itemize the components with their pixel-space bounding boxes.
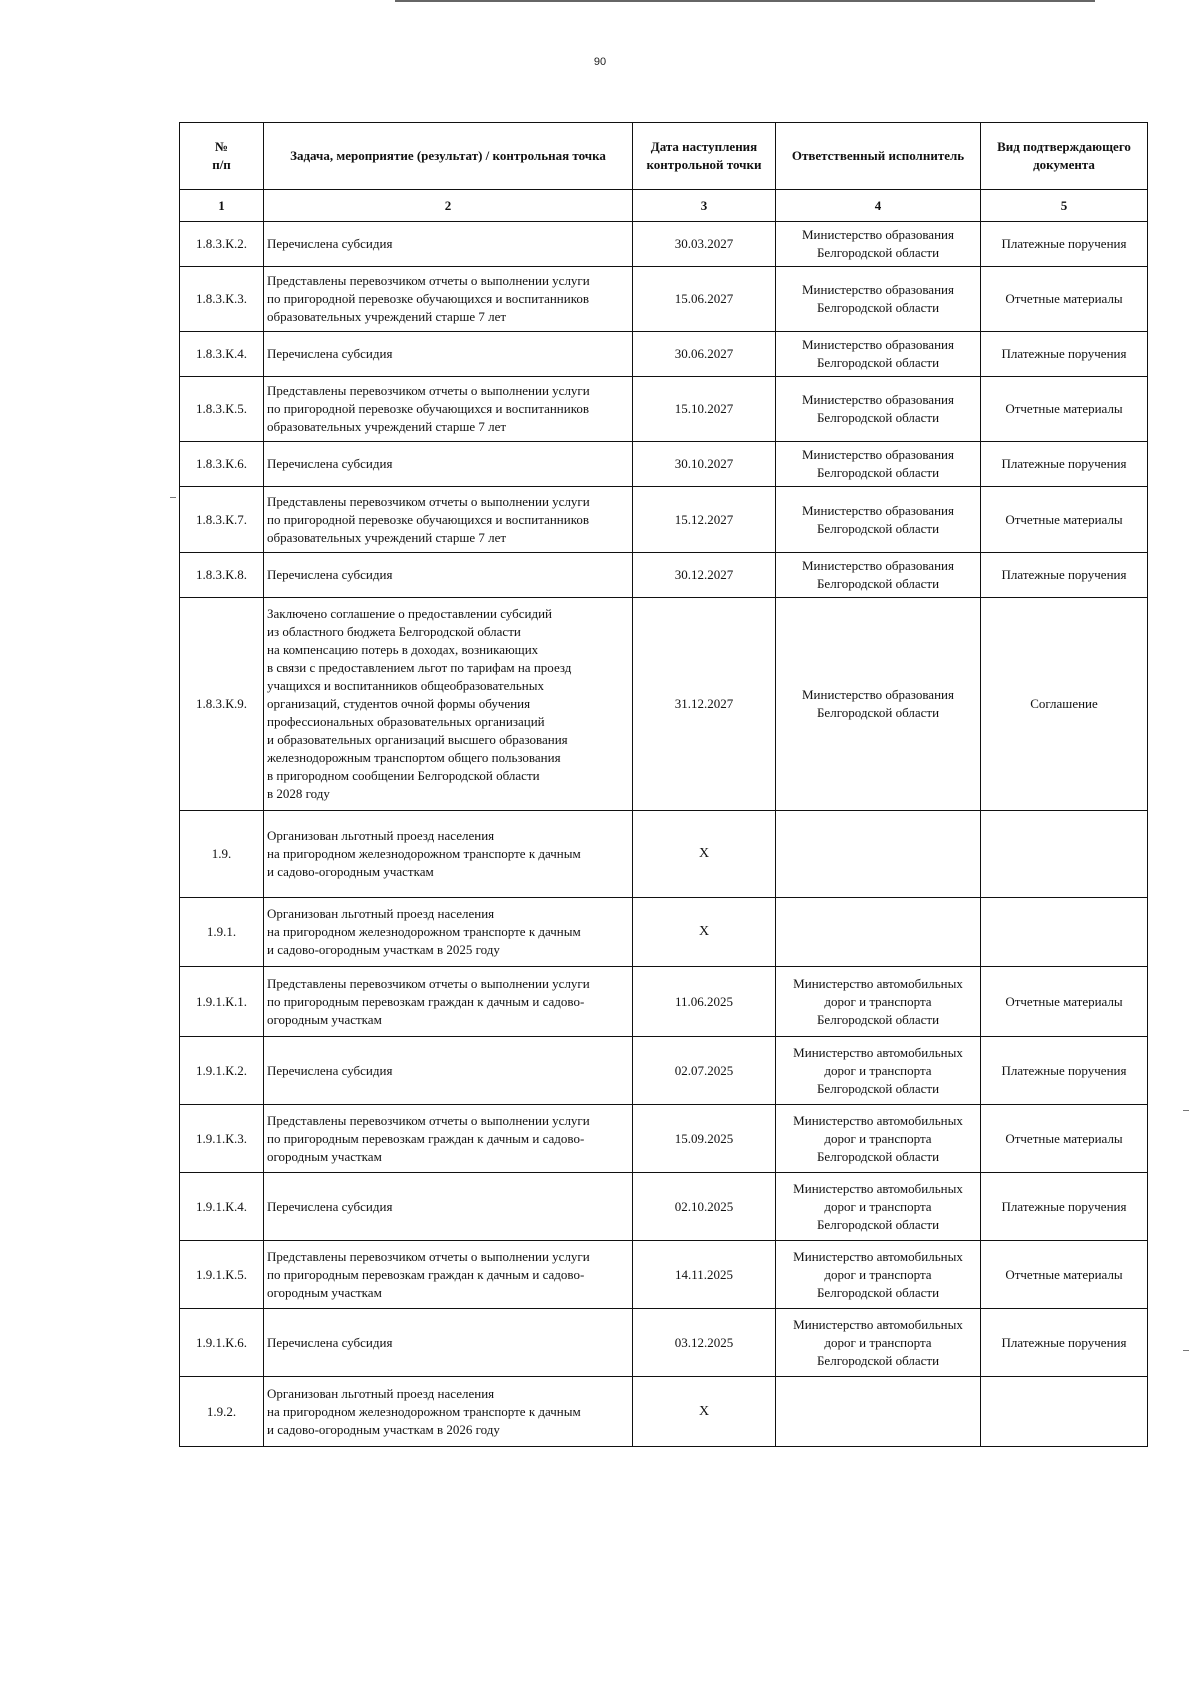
row-number [180, 898, 264, 967]
row-task [264, 442, 633, 487]
row-date-text: 15.06.2027 [674, 291, 734, 306]
row-document-text: Платежные поручения [1001, 1334, 1127, 1350]
row-task [264, 1105, 633, 1173]
table-row [180, 1173, 1148, 1241]
row-task-text: Организован льготный проезд населения на пригородном железнодорожном транспорте к дачным и садово-огородным участкам [267, 828, 581, 879]
row-number-text: 1.9. [211, 846, 232, 861]
row-date-text: 02.07.2025 [674, 1062, 734, 1078]
row-document [981, 332, 1148, 377]
row-number [180, 1173, 264, 1241]
row-document-text: Платежные поручения [1001, 1198, 1127, 1214]
row-responsible-text: Министерство образования Белгородской области [802, 502, 954, 536]
row-responsible-text: Министерство образования Белгородской области [802, 392, 954, 425]
table-row [180, 1037, 1148, 1105]
row-date [633, 332, 776, 377]
row-number-text: 1.9.1.К.6. [196, 1334, 247, 1350]
row-document-text: Платежные поручения [1001, 346, 1127, 361]
row-date-text: 30.03.2027 [674, 236, 734, 251]
row-responsible [776, 332, 981, 377]
row-responsible [776, 1241, 981, 1309]
header-responsible-label: Ответственный исполнитель [791, 148, 965, 163]
row-document-text: Отчетные материалы [1005, 1130, 1123, 1146]
row-date-text: 03.12.2025 [674, 1334, 734, 1350]
row-task [264, 598, 633, 811]
row-date-text: 15.10.2027 [674, 401, 734, 416]
row-number [180, 1309, 264, 1377]
row-number-text: 1.9.1. [206, 924, 237, 939]
row-number-text: 1.8.3.К.8. [196, 567, 247, 582]
row-responsible [776, 811, 981, 898]
column-index: 2 [264, 190, 633, 222]
row-number [180, 1377, 264, 1447]
row-date-text: 31.12.2027 [674, 696, 734, 711]
header-document [981, 123, 1148, 190]
header-task [264, 123, 633, 190]
row-document-text: Отчетные материалы [1005, 993, 1123, 1009]
row-date [633, 1309, 776, 1377]
row-number-text: 1.9.1.К.4. [196, 1198, 247, 1214]
row-date-text: X [698, 1403, 710, 1419]
row-responsible [776, 1105, 981, 1173]
row-task-text: Перечислена субсидия [267, 236, 393, 251]
row-number [180, 332, 264, 377]
row-number [180, 267, 264, 332]
scan-margin-mark [170, 497, 176, 498]
control-points-table [179, 122, 1148, 1447]
row-task [264, 1309, 633, 1377]
row-task-text: Перечислена субсидия [267, 456, 393, 471]
row-responsible [776, 487, 981, 553]
row-task [264, 1173, 633, 1241]
table-row [180, 811, 1148, 898]
row-document-text: Платежные поручения [1001, 1062, 1127, 1078]
row-date [633, 267, 776, 332]
row-responsible-text: Министерство образования Белгородской области [802, 227, 954, 260]
row-number [180, 1241, 264, 1309]
table-header-row [180, 123, 1148, 190]
row-task [264, 1241, 633, 1309]
row-date [633, 487, 776, 553]
row-date [633, 377, 776, 442]
row-document-text: Платежные поручения [1001, 236, 1127, 251]
row-responsible-text: Министерство образования Белгородской области [802, 687, 954, 720]
row-number-text: 1.8.3.К.6. [196, 456, 247, 471]
column-index: 4 [776, 190, 981, 222]
row-responsible-text: Министерство образования Белгородской области [802, 558, 954, 591]
row-responsible [776, 267, 981, 332]
table-row [180, 1105, 1148, 1173]
row-task [264, 332, 633, 377]
row-document-text: Отчетные материалы [1005, 401, 1123, 416]
row-task-text: Представлены перевозчиком отчеты о выполнении услуги по пригородной перевозке обучающихся и воспитанников образовательных учреждений старше 7 лет [267, 493, 590, 545]
row-document [981, 442, 1148, 487]
row-number-text: 1.9.1.К.2. [196, 1062, 247, 1078]
row-number-text: 1.9.2. [206, 1403, 237, 1419]
scan-margin-mark [1183, 1110, 1189, 1111]
row-responsible-text: Министерство автомобильных дорог и транспорта Белгородской области [793, 1044, 963, 1096]
row-task [264, 1037, 633, 1105]
row-responsible-text: Министерство автомобильных дорог и транспорта Белгородской области [793, 1248, 963, 1300]
row-date [633, 811, 776, 898]
row-task-text: Организован льготный проезд населения на пригородном железнодорожном транспорте к дачным и садово-огородным участкам в 2025 году [267, 906, 581, 957]
table-body [180, 222, 1148, 1447]
column-index: 5 [981, 190, 1148, 222]
row-responsible-text: Министерство автомобильных дорог и транспорта Белгородской области [793, 975, 963, 1027]
row-date-text: 02.10.2025 [674, 1198, 734, 1214]
row-task [264, 967, 633, 1037]
table-row [180, 442, 1148, 487]
row-task-text: Представлены перевозчиком отчеты о выполнении услуги по пригородным перевозкам граждан к дачным и садово- огородным участкам [267, 975, 590, 1027]
row-number-text: 1.9.1.К.1. [196, 993, 247, 1009]
row-number-text: 1.8.3.К.4. [196, 346, 247, 361]
header-date [633, 123, 776, 190]
row-number-text: 1.8.3.К.7. [196, 511, 247, 527]
row-number-text: 1.8.3.К.9. [196, 696, 247, 711]
row-document-text: Отчетные материалы [1005, 1266, 1123, 1282]
row-number-text: 1.8.3.К.2. [196, 236, 247, 251]
scan-edge-line [395, 0, 1095, 2]
row-document-text: Отчетные материалы [1005, 291, 1123, 306]
table-row [180, 553, 1148, 598]
row-number [180, 487, 264, 553]
row-date [633, 967, 776, 1037]
row-date [633, 898, 776, 967]
row-date [633, 222, 776, 267]
row-document [981, 222, 1148, 267]
row-document [981, 1241, 1148, 1309]
row-responsible [776, 1309, 981, 1377]
table-row [180, 1309, 1148, 1377]
row-task-text: Перечислена субсидия [267, 1334, 393, 1350]
row-task [264, 1377, 633, 1447]
row-task-text: Перечислена субсидия [267, 1198, 393, 1214]
row-task-text: Организован льготный проезд населения на пригородном железнодорожном транспорте к дачным и садово-огородным участкам в 2026 году [267, 1385, 581, 1437]
header-responsible [776, 123, 981, 190]
header-number-label: № п/п [212, 139, 231, 172]
row-date [633, 442, 776, 487]
row-document [981, 967, 1148, 1037]
row-date [633, 1037, 776, 1105]
row-document-text: Платежные поручения [1001, 456, 1127, 471]
row-document [981, 1037, 1148, 1105]
row-date-text: 30.10.2027 [674, 456, 734, 471]
row-responsible-text: Министерство образования Белгородской области [802, 282, 954, 315]
row-document [981, 1173, 1148, 1241]
row-number [180, 811, 264, 898]
header-document-label: Вид подтверждающего документа [997, 139, 1131, 172]
row-responsible [776, 553, 981, 598]
row-document-text: Отчетные материалы [1005, 511, 1123, 527]
row-responsible [776, 222, 981, 267]
row-task [264, 222, 633, 267]
row-date-text: 30.12.2027 [674, 567, 734, 582]
table-row [180, 377, 1148, 442]
row-responsible [776, 1173, 981, 1241]
row-number-text: 1.8.3.К.3. [196, 291, 247, 306]
row-document [981, 1105, 1148, 1173]
row-number-text: 1.8.3.К.5. [196, 401, 247, 416]
row-task [264, 898, 633, 967]
row-responsible-text: Министерство образования Белгородской области [802, 447, 954, 480]
row-task [264, 811, 633, 898]
row-task-text: Представлены перевозчиком отчеты о выполнении услуги по пригородной перевозке обучающихся и воспитанников образовательных учреждений старше 7 лет [267, 273, 590, 324]
row-number [180, 967, 264, 1037]
row-document [981, 553, 1148, 598]
header-date-label: Дата наступления контрольной точки [646, 139, 762, 172]
table-row [180, 1377, 1148, 1447]
row-responsible [776, 377, 981, 442]
row-responsible-text: Министерство автомобильных дорог и транспорта Белгородской области [793, 1316, 963, 1368]
header-task-label: Задача, мероприятие (результат) / контрольная точка [290, 148, 606, 163]
row-responsible [776, 967, 981, 1037]
row-date-text: 11.06.2025 [674, 993, 734, 1009]
row-task-text: Перечислена субсидия [267, 1062, 393, 1078]
row-task-text: Представлены перевозчиком отчеты о выполнении услуги по пригородным перевозкам граждан к дачным и садово- огородным участкам [267, 1248, 590, 1300]
table-row [180, 332, 1148, 377]
row-task-text: Перечислена субсидия [267, 567, 393, 582]
row-number [180, 442, 264, 487]
row-number [180, 222, 264, 267]
row-document [981, 1377, 1148, 1447]
row-document [981, 598, 1148, 811]
row-date-text: 15.12.2027 [674, 511, 734, 527]
row-date-text: X [698, 846, 710, 861]
table-row [180, 487, 1148, 553]
scan-margin-mark [1183, 1350, 1189, 1351]
row-responsible-text: Министерство автомобильных дорог и транспорта Белгородской области [793, 1112, 963, 1164]
row-date [633, 1377, 776, 1447]
row-responsible-text: Министерство автомобильных дорог и транспорта Белгородской области [793, 1180, 963, 1232]
table-row [180, 967, 1148, 1037]
column-index-row [180, 190, 1148, 222]
row-responsible [776, 1037, 981, 1105]
row-document [981, 487, 1148, 553]
row-document [981, 377, 1148, 442]
row-number [180, 377, 264, 442]
row-task-text: Перечислена субсидия [267, 346, 393, 361]
row-task-text: Представлены перевозчиком отчеты о выполнении услуги по пригородным перевозкам граждан к дачным и садово- огородным участкам [267, 1112, 590, 1164]
row-responsible-text: Министерство образования Белгородской области [802, 337, 954, 370]
header-number [180, 123, 264, 190]
row-date-text: 14.11.2025 [674, 1266, 734, 1282]
column-index: 1 [180, 190, 264, 222]
table-row [180, 222, 1148, 267]
row-responsible [776, 898, 981, 967]
column-index: 3 [633, 190, 776, 222]
table-row [180, 1241, 1148, 1309]
row-document [981, 811, 1148, 898]
row-document [981, 898, 1148, 967]
row-document [981, 267, 1148, 332]
row-date-text: 15.09.2025 [674, 1130, 734, 1146]
table-row [180, 898, 1148, 967]
row-task-text: Представлены перевозчиком отчеты о выполнении услуги по пригородной перевозке обучающихся и воспитанников образовательных учреждений старше 7 лет [267, 383, 590, 434]
row-date-text: 30.06.2027 [674, 346, 734, 361]
row-task [264, 553, 633, 598]
row-date [633, 553, 776, 598]
row-responsible [776, 598, 981, 811]
row-document [981, 1309, 1148, 1377]
row-date-text: X [698, 924, 710, 939]
row-number [180, 1037, 264, 1105]
row-number-text: 1.9.1.К.3. [196, 1130, 247, 1146]
row-date [633, 598, 776, 811]
row-responsible [776, 442, 981, 487]
table-row [180, 598, 1148, 811]
row-number [180, 553, 264, 598]
row-task [264, 377, 633, 442]
row-date [633, 1173, 776, 1241]
row-document-text: Соглашение [1030, 696, 1098, 711]
row-responsible [776, 1377, 981, 1447]
row-number [180, 598, 264, 811]
table-row [180, 267, 1148, 332]
row-date [633, 1105, 776, 1173]
page-number: 90 [593, 56, 607, 68]
row-number-text: 1.9.1.К.5. [196, 1266, 247, 1282]
row-task-text: Заключено соглашение о предоставлении субсидий из областного бюджета Белгородской области на компенсацию потерь в доходах, возникающих в связи с предоставлением льгот по тарифам на проезд учащихся и воспитанников общеобразовательных организаций, студентов очной формы обучения профессиональных образовательных организаций и образовательных организаций высшего образования железнодорожным транспортом общего пользования в пригородном сообщении Белгородской области в 2028 году [267, 606, 572, 801]
row-task [264, 487, 633, 553]
row-task [264, 267, 633, 332]
row-date [633, 1241, 776, 1309]
row-document-text: Платежные поручения [1001, 567, 1127, 582]
row-number [180, 1105, 264, 1173]
